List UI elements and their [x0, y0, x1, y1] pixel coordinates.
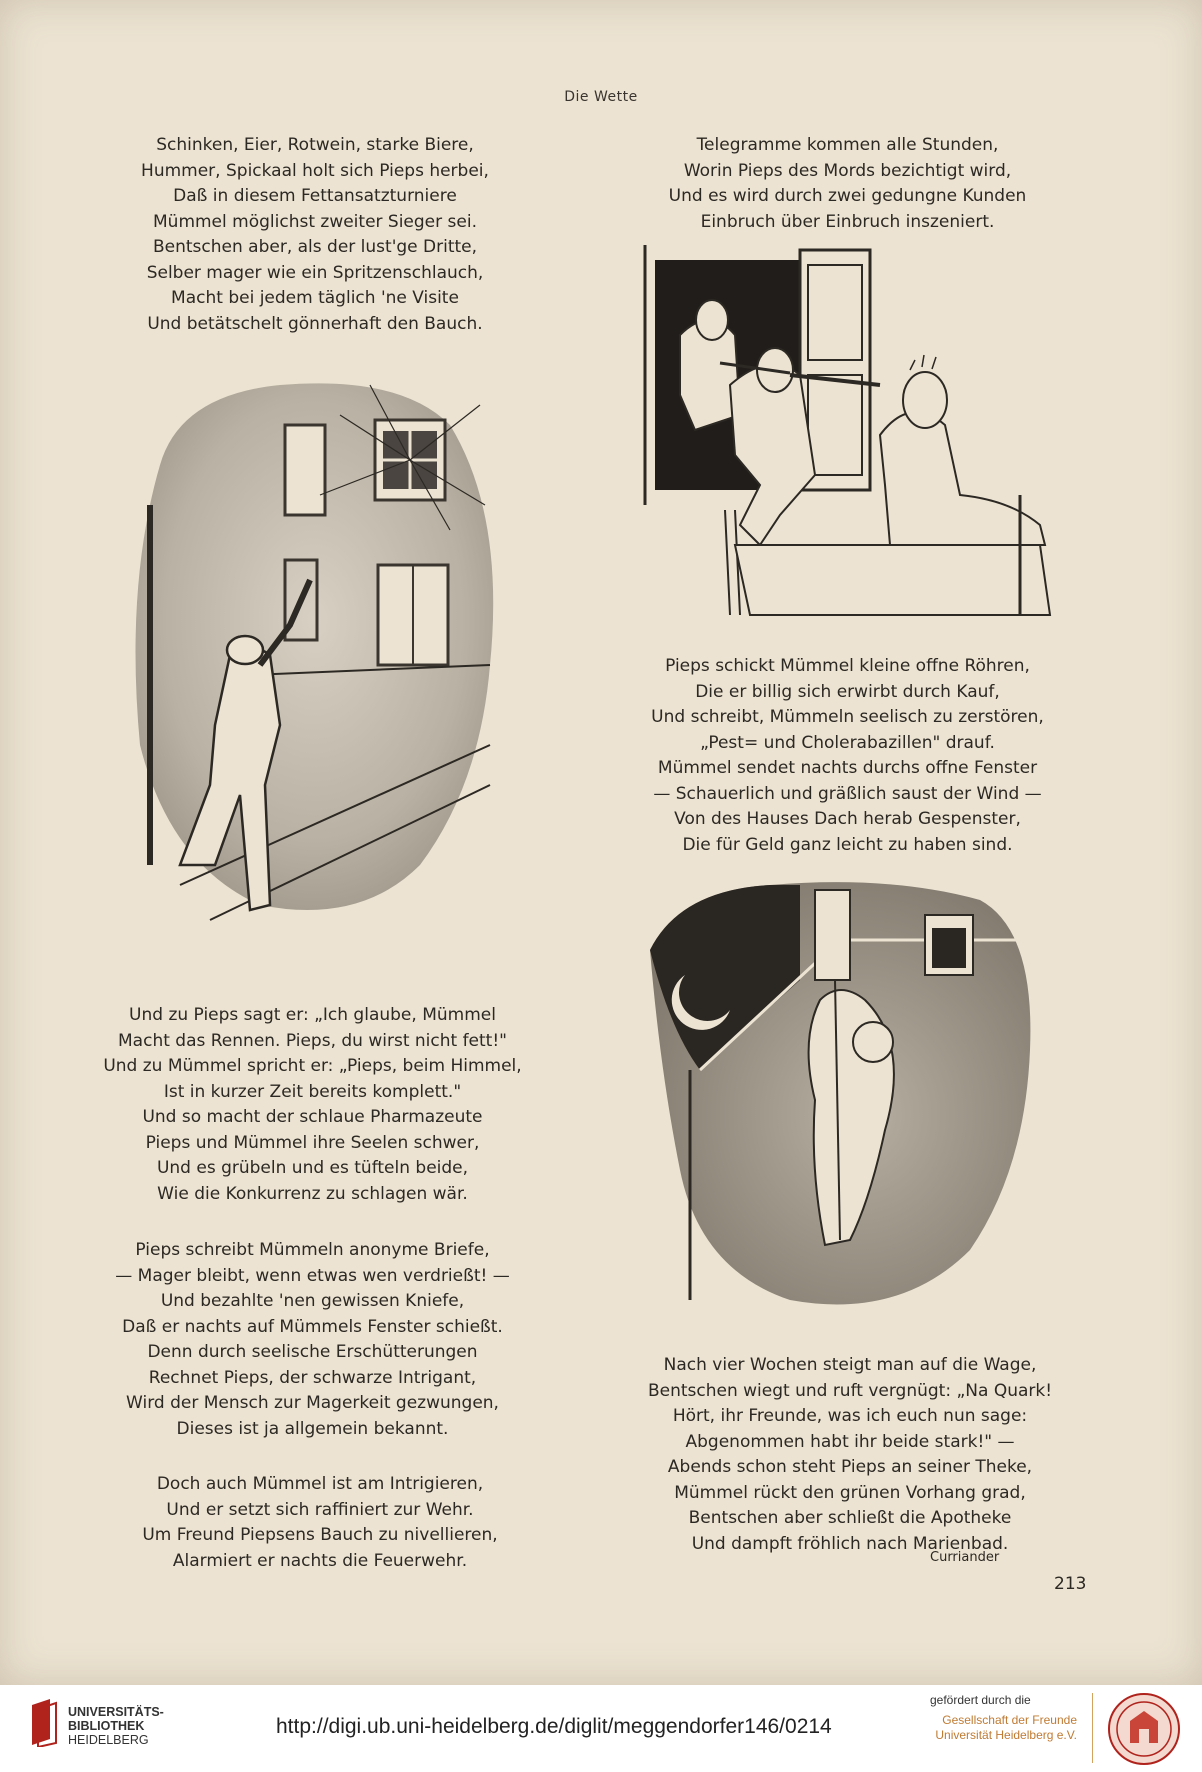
society-seal-icon — [1106, 1691, 1182, 1767]
verse-line: Mümmel sendet nachts durchs offne Fenster — [657, 758, 1038, 778]
verse-line: Abgenommen habt ihr beide stark!" — — [685, 1431, 1015, 1452]
funded-by-label: gefördert durch die — [930, 1693, 1031, 1707]
society-name-line: Universität Heidelberg e.V. — [935, 1728, 1077, 1742]
verse-line: Und schreibt, Mümmeln seelisch zu zerstören, — [651, 707, 1044, 727]
verse-line: Macht bei jedem täglich 'ne Visite — [171, 288, 459, 308]
library-logo-icon — [28, 1699, 60, 1747]
stanza-5 — [75, 1238, 550, 1442]
verse-line: Bentschen aber schließt die Apotheke — [688, 1508, 1012, 1528]
verse-line: Mümmel möglichst zweiter Sieger sei. — [153, 211, 477, 232]
verse-line: Pieps schickt Mümmel kleine offne Röhren, — [665, 656, 1030, 676]
society-name-line: Gesellschaft der Freunde — [942, 1713, 1077, 1727]
verse-line: Alarmiert er nachts die Feuerwehr. — [172, 1550, 468, 1571]
verse-line: Doch auch Mümmel ist am Intrigieren, — [156, 1474, 484, 1494]
verse-line: Und dampft fröhlich nach Marienbad. — [691, 1533, 1009, 1554]
verse-line: Rechnet Pieps, der schwarze Intrigant, — [148, 1367, 477, 1388]
illustration-ghost — [640, 870, 1040, 1330]
library-name — [68, 1705, 164, 1747]
library-name-line: BIBLIOTHEK — [68, 1719, 145, 1733]
footer-bar — [0, 1685, 1202, 1772]
verse-line: Bentschen aber, als der lust'ge Dritte, — [152, 237, 478, 257]
verse-line: Selber mager wie ein Spritzenschlauch, — [146, 262, 484, 283]
stanza-6 — [100, 1472, 540, 1574]
library-name-line: HEIDELBERG — [68, 1733, 149, 1747]
verse-line: Ist in kurzer Zeit bereits komplett." — [163, 1081, 462, 1102]
running-title: Die Wette — [564, 89, 638, 105]
stanza-1 — [120, 133, 510, 337]
verse-line: Und zu Mümmel spricht er: „Pieps, beim Himmel, — [103, 1056, 522, 1076]
verse-line: Nach vier Wochen steigt man auf die Wage, — [663, 1355, 1037, 1375]
stanza-2 — [620, 133, 1075, 235]
verse-line: Die für Geld ganz leicht zu haben sind. — [682, 834, 1013, 855]
verse-line: Daß in diesem Fettansatzturniere — [173, 186, 457, 206]
page-number: 213 — [1054, 1574, 1087, 1594]
stanza-3 — [620, 654, 1075, 858]
verse-line: Von des Hauses Dach herab Gespenster, — [674, 809, 1021, 829]
permalink-url[interactable]: http://digi.ub.uni-heidelberg.de/diglit/meggendorfer146/0214 — [276, 1715, 832, 1738]
verse-line: Und so macht der schlaue Pharmazeute — [142, 1107, 483, 1127]
verse-line: Hummer, Spickaal holt sich Pieps herbei, — [141, 160, 489, 181]
verse-line: Wie die Konkurrenz zu schlagen wär. — [157, 1183, 468, 1204]
author-credit: Curriander — [930, 1550, 1000, 1565]
illustration-firemen — [640, 245, 1060, 625]
stanza-7 — [615, 1353, 1085, 1557]
verse-line: — Schauerlich und gräßlich saust der Wind — — [653, 783, 1042, 804]
verse-line: Pieps schreibt Mümmeln anonyme Briefe, — [135, 1240, 490, 1260]
verse-line: Bentschen wiegt und ruft vergnügt: „Na Quark! — [647, 1380, 1053, 1401]
verse-line: Und betätschelt gönnerhaft den Bauch. — [147, 313, 483, 334]
verse-line: „Pest= und Cholerabazillen" drauf. — [700, 732, 995, 753]
verse-line: Daß er nachts auf Mümmels Fenster schießt. — [122, 1316, 503, 1337]
verse-line: Dieses ist ja allgemein bekannt. — [176, 1418, 449, 1439]
verse-line: Wird der Mensch zur Magerkeit gezwungen, — [126, 1393, 499, 1413]
verse-line: Und es wird durch zwei gedungne Kunden — [668, 186, 1027, 206]
verse-line: Worin Pieps des Mords bezichtigt wird, — [683, 160, 1012, 181]
stanza-4 — [75, 1003, 550, 1207]
verse-line: Mümmel rückt den grünen Vorhang grad, — [674, 1482, 1026, 1503]
verse-line: Macht das Rennen. Pieps, du wirst nicht fett!" — [118, 1030, 507, 1051]
footer-divider — [1092, 1693, 1093, 1763]
verse-line: — Mager bleibt, wenn etwas wen verdrießt! — — [115, 1265, 510, 1286]
illustration-shooter — [120, 365, 520, 965]
verse-line: Einbruch über Einbruch inszeniert. — [700, 211, 995, 232]
verse-line: Und zu Pieps sagt er: „Ich glaube, Mümmel — [129, 1005, 496, 1025]
verse-line: Denn durch seelische Erschütterungen — [147, 1342, 478, 1362]
verse-line: Die er billig sich erwirbt durch Kauf, — [695, 681, 1000, 702]
verse-line: Und es grübeln und es tüfteln beide, — [156, 1158, 469, 1178]
library-name-line: UNIVERSITÄTS- — [68, 1705, 164, 1719]
society-name — [904, 1713, 1077, 1743]
verse-line: Hört, ihr Freunde, was ich euch nun sage: — [672, 1406, 1028, 1426]
verse-line: Telegramme kommen alle Stunden, — [696, 135, 999, 155]
verse-line: Und bezahlte 'nen gewissen Kniefe, — [160, 1291, 465, 1311]
verse-line: Pieps und Mümmel ihre Seelen schwer, — [145, 1132, 480, 1153]
verse-line: Und er setzt sich raffiniert zur Wehr. — [166, 1499, 474, 1520]
verse-line: Um Freund Piepsens Bauch zu nivellieren, — [142, 1525, 498, 1545]
verse-line: Schinken, Eier, Rotwein, starke Biere, — [156, 135, 474, 155]
verse-line: Abends schon steht Pieps an seiner Theke, — [667, 1457, 1033, 1477]
